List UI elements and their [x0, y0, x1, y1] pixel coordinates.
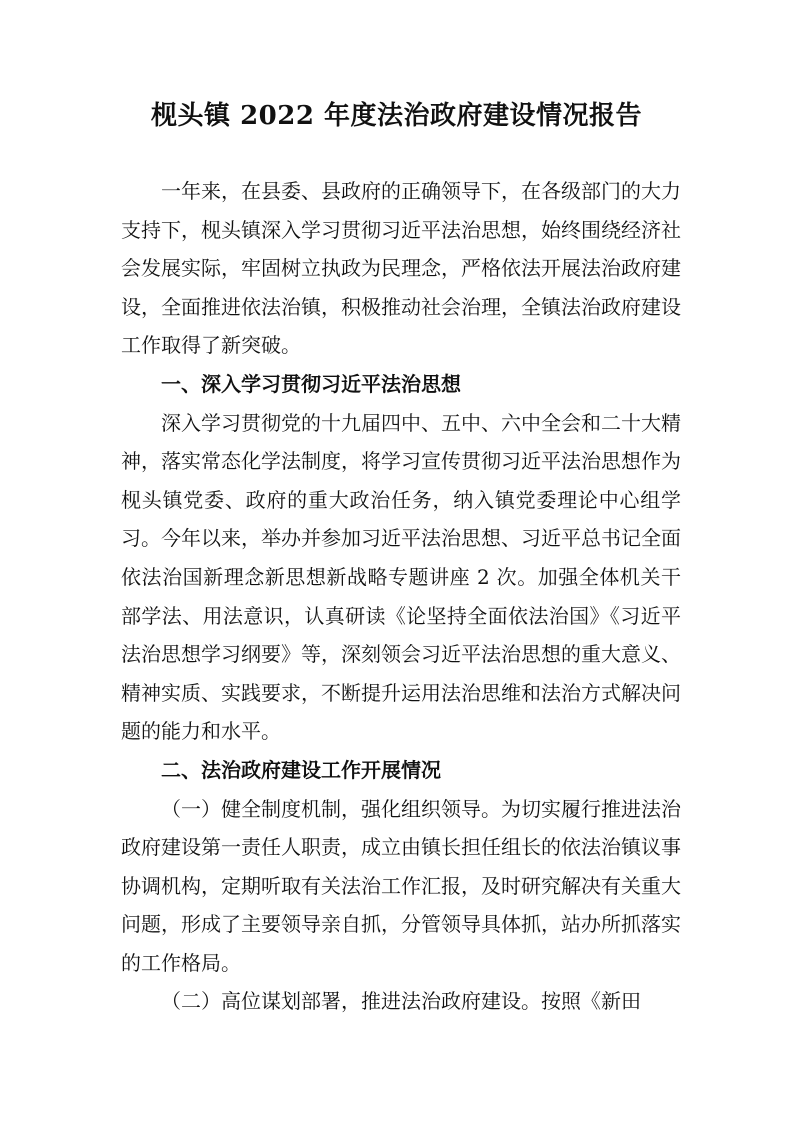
item-2-body: 按照《新田 — [541, 989, 641, 1014]
section-1-paragraph: 深入学习贯彻党的十九届四中、五中、六中全会和二十大精神，落实常态化学法制度，将学习宣传贯彻习近平法治思想作为枧头镇党委、政府的重大政治任务，纳入镇党委理论中心组学习。今年以来，举办并参加习近平法治思想、习近平总书记全面依法治国新理念新思想新战略专题讲座 2 次。加强全体机关干部学法、用法意识，认真研读《论坚持全面依法治国》《习近平法治思想学习纲要》等，深刻领会习近平法治思想的重大意义、精神实质、实践要求，不断提升运用法治思维和法治方式解决问题的能力和水平。 — [121, 410, 681, 744]
document-body — [121, 172, 681, 1021]
section-2-item-2 — [121, 982, 681, 1021]
section-1-heading: 一、深入学习贯彻习近平法治思想 — [161, 371, 461, 396]
document-title: 枧头镇 2022 年度法治政府建设情况报告 — [151, 101, 642, 131]
item-1-body: 为切实履行推进法治政府建设第一责任人职责，成立由镇长担任组长的依法治镇议事协调机构，定期听取有关法治工作汇报，及时研究解决有关重大问题，形成了主要领导亲自抓，分管领导具体抓，站办所抓落实的工作格局。 — [121, 796, 681, 975]
section-2-heading: 二、法治政府建设工作开展情况 — [161, 757, 441, 782]
item-1-lead: （一）健全制度机制，强化组织领导。 — [161, 796, 501, 821]
item-2-lead: （二）高位谋划部署，推进法治政府建设。 — [161, 989, 541, 1014]
intro-paragraph: 一年来，在县委、县政府的正确领导下，在各级部门的大力支持下，枧头镇深入学习贯彻习近平法治思想，始终围绕经济社会发展实际，牢固树立执政为民理念，严格依法开展法治政府建设，全面推进依法治镇，积极推动社会治理，全镇法治政府建设工作取得了新突破。 — [121, 179, 681, 358]
section-2-item-1 — [121, 790, 681, 983]
